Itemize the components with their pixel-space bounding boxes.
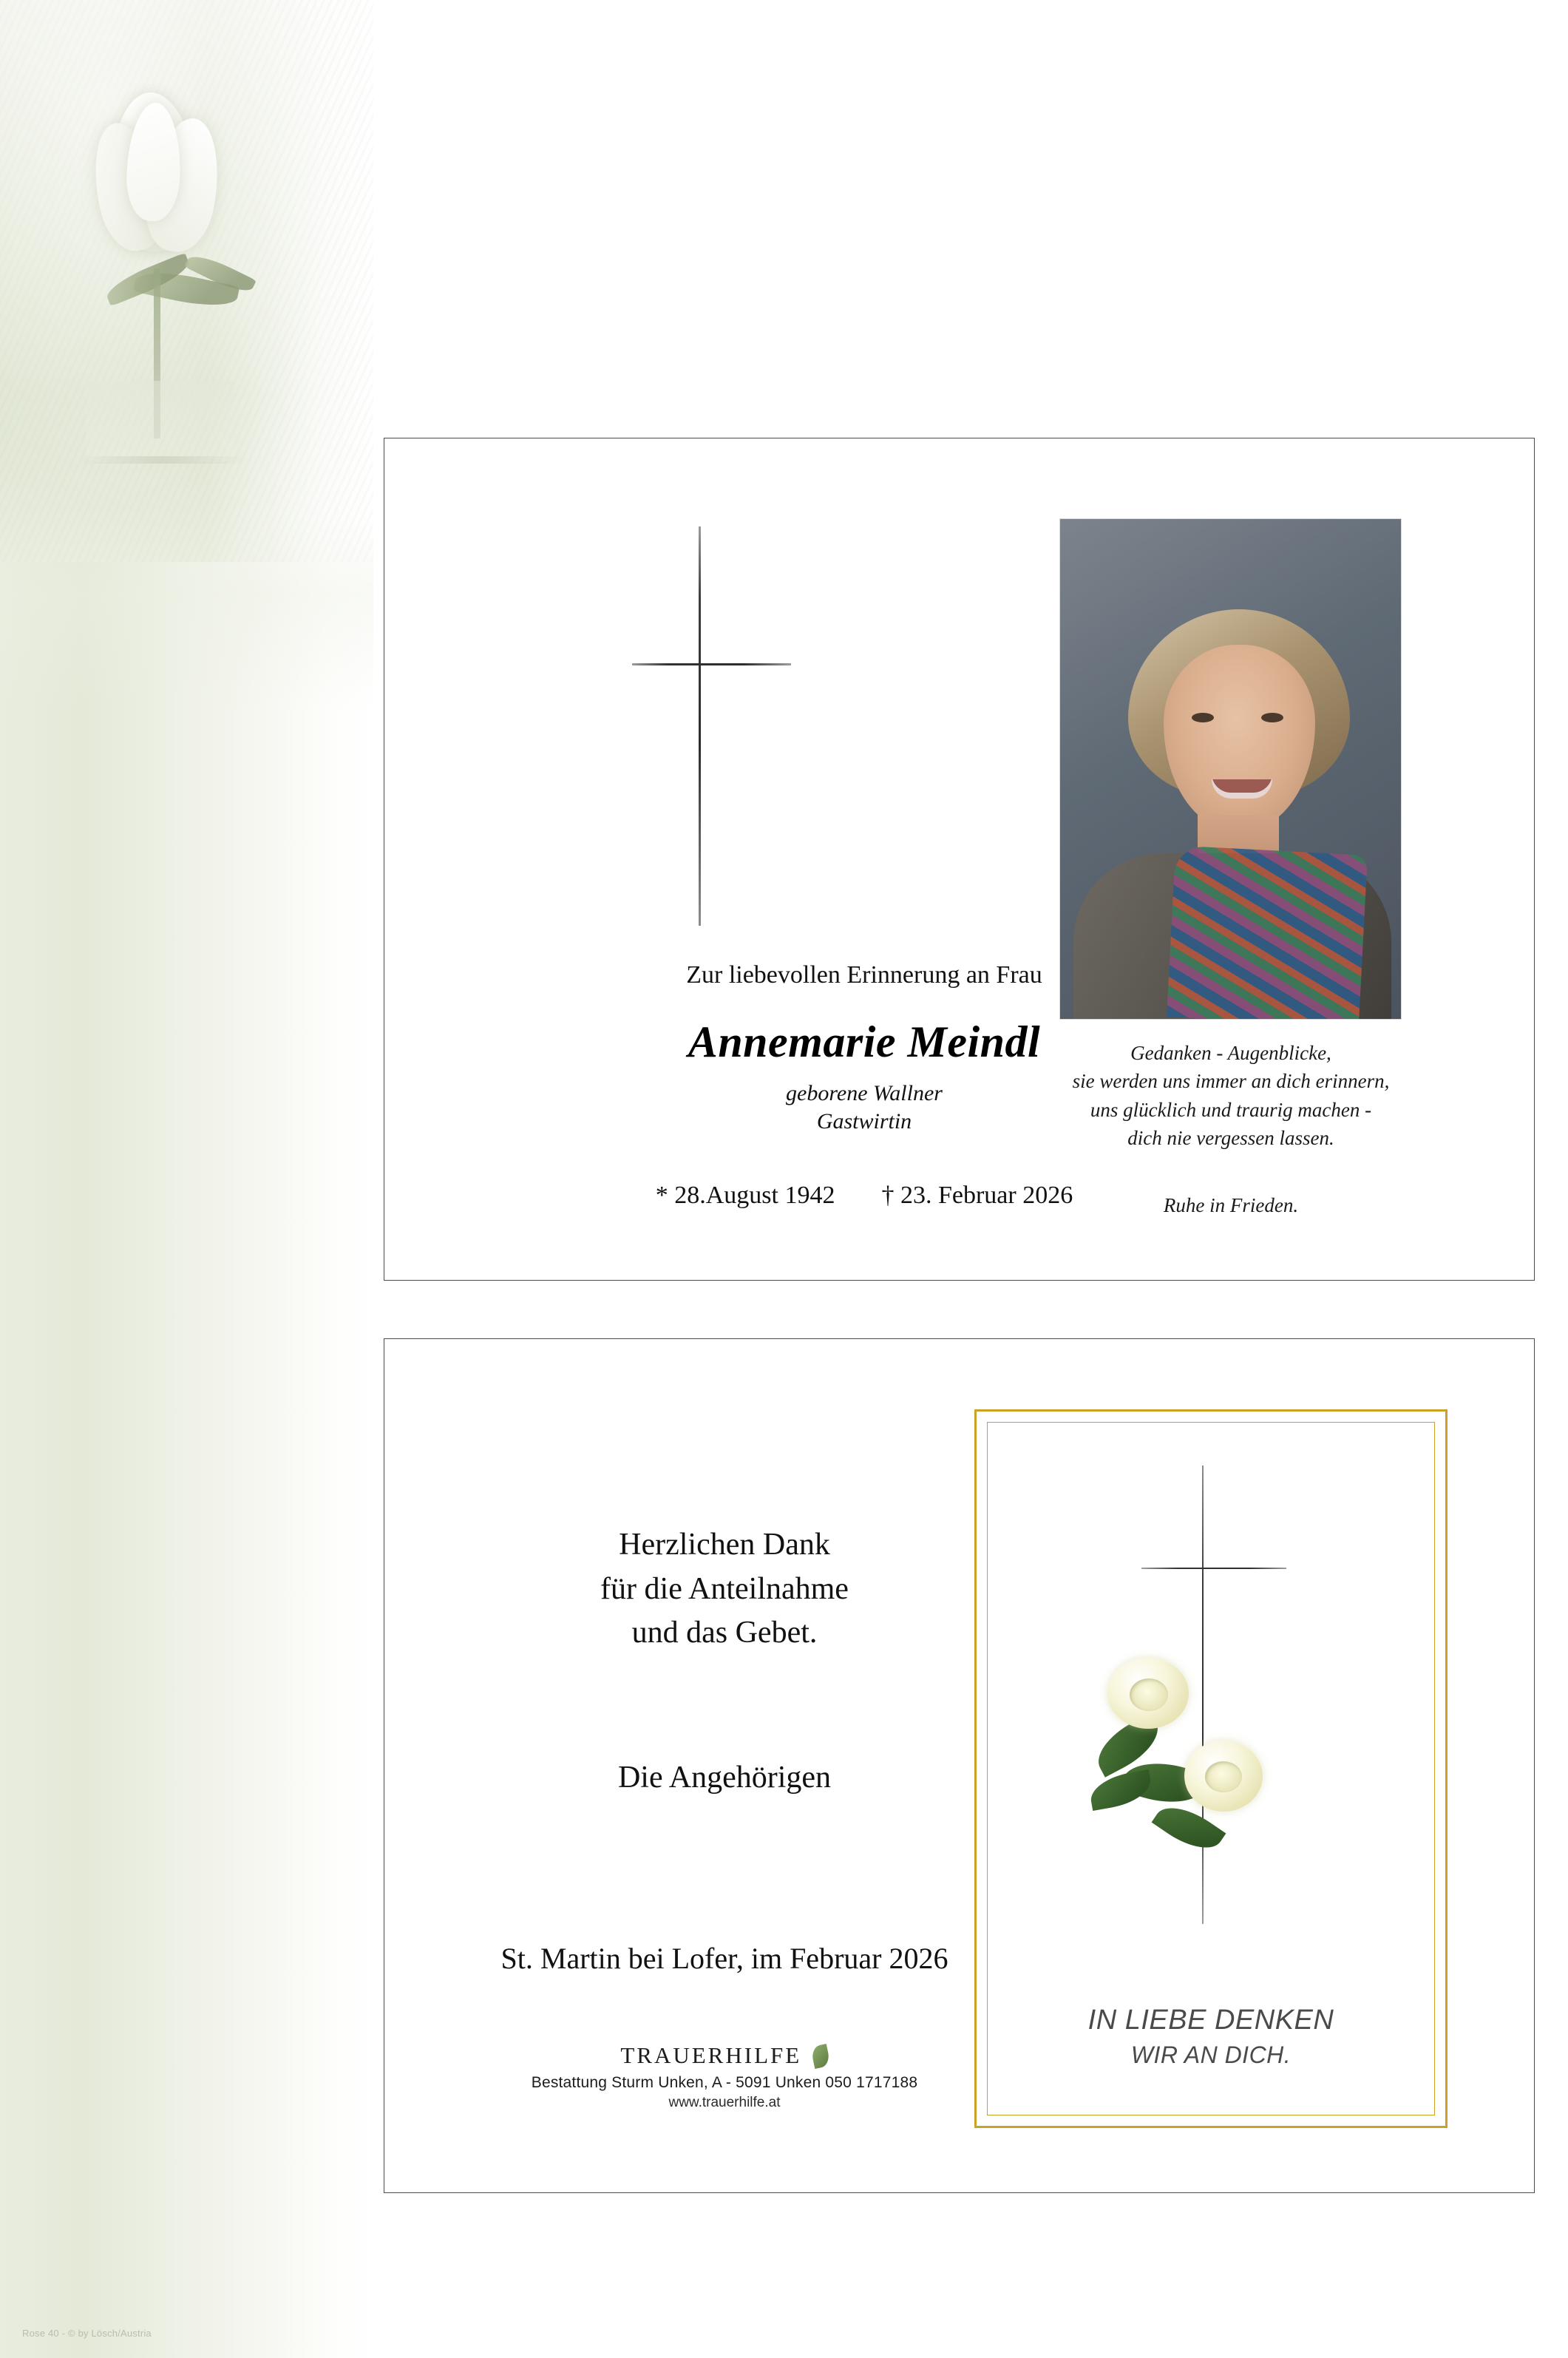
memorial-intro-text: Zur liebevollen Erinnerung an Frau [686, 961, 1042, 989]
portrait-eye-left [1192, 713, 1214, 722]
caption-line-1: IN LIEBE DENKEN [1087, 2004, 1334, 2036]
picture-inner-frame [987, 1422, 1435, 2115]
cross-horizontal [632, 663, 791, 665]
portrait-scarf [1167, 845, 1368, 1019]
vase-base-shadow [77, 456, 247, 464]
deceased-occupation: Gastwirtin [816, 1109, 912, 1134]
deceased-maiden-name: geborene Wallner [786, 1081, 943, 1105]
verse-line: sie werden uns immer an dich erinnern, [1072, 1070, 1390, 1093]
portrait-mouth [1212, 779, 1272, 799]
memorial-verse [1020, 1039, 1442, 1152]
place-and-date: St. Martin bei Lofer, im Februar 2026 [500, 1942, 948, 1975]
image-credit: Rose 40 - © by Lösch/Austria [22, 2328, 152, 2339]
white-rose-icon [15, 70, 325, 558]
thanks-line: Herzlichen Dank [619, 1528, 830, 1562]
provider-address: Bestattung Sturm Unken, A - 5091 Unken 050 1717188 [531, 2074, 918, 2091]
deceased-name: Annemarie Meindl [688, 1017, 1041, 1066]
relatives-signature: Die Angehörigen [617, 1761, 832, 1795]
rose-flower [1184, 1741, 1263, 1812]
cross-horizontal [1141, 1568, 1286, 1569]
caption-line-2: WIR AN DICH. [1130, 2042, 1292, 2069]
picture-caption [988, 2002, 1434, 2072]
decorative-left-band [0, 0, 373, 2358]
framed-memorial-picture [974, 1409, 1447, 2128]
funeral-home-block [458, 2042, 991, 2111]
thanks-message [414, 1523, 1035, 1656]
portrait-photo [1060, 519, 1401, 1019]
portrait-eye-right [1261, 713, 1283, 722]
provider-title-row [458, 2042, 991, 2069]
thanks-line: für die Anteilnahme [600, 1571, 849, 1606]
cross-vertical [699, 526, 701, 926]
verse-line: uns glücklich und traurig machen - [1090, 1098, 1372, 1121]
provider-website: www.trauerhilfe.at [668, 2095, 781, 2110]
rest-in-peace-text: Ruhe in Frieden. [1163, 1194, 1299, 1216]
rose-bud [96, 92, 218, 270]
leaf-icon [810, 2044, 831, 2069]
rose-flower [1107, 1658, 1189, 1729]
birth-date: * 28.August 1942 [655, 1182, 835, 1209]
death-date: † 23. Februar 2026 [881, 1182, 1073, 1209]
christian-cross-icon [699, 526, 702, 926]
rose-flower-core [1130, 1678, 1168, 1711]
thanks-line: und das Gebet. [631, 1616, 818, 1650]
provider-name: TRAUERHILFE [620, 2042, 802, 2068]
verse-line: dich nie vergessen lassen. [1127, 1126, 1334, 1149]
white-roses-icon [1097, 1644, 1319, 1911]
rose-leaf [1087, 1769, 1154, 1811]
verse-line: Gedanken - Augenblicke, [1130, 1042, 1331, 1064]
vase-shape [86, 381, 234, 462]
rose-flower-core [1205, 1761, 1242, 1792]
